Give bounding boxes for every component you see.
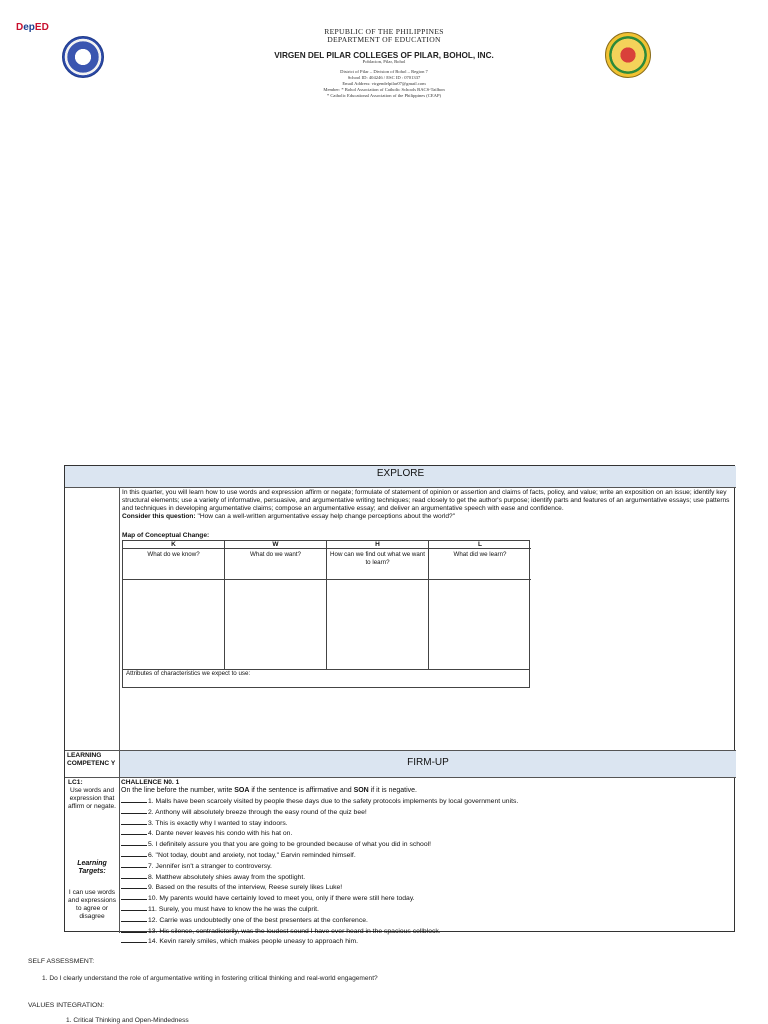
list-item	[121, 882, 731, 893]
list-item	[121, 839, 731, 850]
self-assessment-question: 1. Do I clearly understand the role of argumentative writing in fostering critical thinking and real-world engagement?	[42, 975, 378, 982]
list-item	[121, 850, 731, 861]
list-item	[121, 893, 731, 904]
header-ceap: * Catholic Educational Association of the Philippines (CEAP)	[326, 93, 442, 98]
header-address: Poblacion, Pilar, Bohol	[362, 59, 406, 64]
item-text: 5. I definitely assure you that you are going to be grounded because of what you did in school!	[148, 841, 432, 849]
divider	[65, 777, 736, 778]
item-text: 9. Based on the results of the interview, Reese surely likes Luke!	[148, 884, 343, 892]
instruction-text: On the line before the number, write	[121, 787, 235, 794]
answer-blank[interactable]	[121, 807, 147, 814]
divider	[119, 487, 120, 933]
answer-blank[interactable]	[121, 796, 147, 803]
item-text: 10. My parents would have certainly loved to meet you, only if there were still here today.	[148, 895, 415, 903]
answer-blank[interactable]	[121, 872, 147, 879]
explore-intro: In this quarter, you will learn how to use words and expression affirm or negate; formulate of statement of opinion or assertion and claims of facts, policy, and value; write an exposition on an issue; identify key structural elements; use a variety of informative, persuasive, and argumentative writing techniques; read closely to get the author's purpose; identify parts and features of an argumentative essays; use patterns and techniques in developing argumentative claims; compose an argumentative essay; and deliver an argumentative speech with ease and confidence.	[122, 489, 730, 512]
list-item	[121, 915, 731, 926]
lesson-table	[64, 465, 735, 946]
kwhl-column-l	[429, 541, 531, 669]
learning-targets-text: I can use words and expressions to agree or disagree	[67, 889, 117, 920]
school-seal-icon	[605, 32, 651, 78]
consider-label: Consider this question:	[122, 513, 196, 520]
item-text: 6. "Not today, doubt and anxiety, not today," Earvin reminded himself.	[148, 851, 356, 859]
kwhl-question: What do we want?	[250, 551, 301, 558]
list-item	[121, 796, 731, 807]
kwhl-question: What do we know?	[147, 551, 200, 558]
values-integration-heading: VALUES INTEGRATION:	[28, 1002, 105, 1009]
explore-band	[65, 466, 736, 487]
divider	[65, 487, 736, 488]
item-text: 1. Malls have been scarcely visited by people these days due to the safety protocols implements by local government units.	[148, 798, 519, 805]
explore-title: EXPLORE	[376, 468, 425, 479]
firmup-band	[120, 751, 736, 777]
divider	[123, 579, 531, 580]
header-district: District of Pilar – Division of Bohol – Region 7	[340, 69, 428, 74]
answer-blank[interactable]	[121, 861, 147, 868]
item-text: 8. Matthew absolutely shies away from the spotlight.	[148, 873, 306, 881]
answer-blank[interactable]	[121, 882, 147, 889]
deped-logo: DepED	[16, 22, 49, 33]
item-text: 2. Anthony will absolutely breeze through the easy round of the quiz bee!	[148, 808, 367, 816]
answer-blank[interactable]	[121, 936, 147, 943]
map-title: Map of Conceptual Change:	[122, 532, 210, 539]
list-item	[121, 818, 731, 829]
challenge-items	[121, 796, 731, 947]
header-department: DEPARTMENT OF EDUCATION	[327, 35, 441, 44]
lc-code: LC1:	[68, 779, 83, 786]
answer-blank[interactable]	[121, 828, 147, 835]
list-item	[121, 926, 731, 937]
list-item	[121, 936, 731, 947]
consider-question	[122, 513, 734, 521]
answer-blank[interactable]	[121, 839, 147, 846]
item-text: 3. This is exactly why I wanted to stay indoors.	[148, 819, 288, 827]
kwhl-letter: H	[327, 541, 428, 549]
learning-competency-header: LEARNING COMPETENC Y	[67, 752, 116, 767]
answer-blank[interactable]	[121, 850, 147, 857]
header-republic: REPUBLIC OF THE PHILIPPINES	[324, 27, 444, 36]
kwhl-letter: W	[225, 541, 326, 549]
kwhl-attributes: Attributes of characteristics we expect to use:	[126, 670, 251, 677]
kwhl-column-k	[123, 541, 225, 669]
values-item: 1. Critical Thinking and Open-Mindedness	[66, 1017, 189, 1024]
kwhl-chart	[122, 540, 530, 688]
header-member: Member: * Bohol Association of Catholic Schools BACS-Tailbon	[323, 87, 445, 92]
kwhl-letter: K	[123, 541, 224, 549]
item-text: 7. Jennifer isn't a stranger to controversy.	[148, 862, 272, 870]
instruction-text: if the sentence is affirmative and	[249, 787, 354, 794]
item-text: 4. Dante never leaves his condo with his hat on.	[148, 830, 293, 838]
deped-seal-icon	[62, 36, 104, 78]
answer-blank[interactable]	[121, 926, 147, 933]
header-email: Email Address: virgendelpilar07@gmail.com	[342, 81, 426, 86]
firmup-title: FIRM-UP	[407, 757, 449, 768]
list-item	[121, 861, 731, 872]
learning-targets-label: Learning Targets:	[77, 860, 107, 875]
lc-text: Use words and expression that affirm or negate.	[68, 787, 116, 810]
challenge-title: CHALLENCE N0. 1	[121, 779, 180, 786]
deped-logo-text: ep	[23, 22, 35, 33]
kwhl-question: What did we learn?	[453, 551, 507, 558]
kwhl-letter: L	[429, 541, 531, 549]
list-item	[121, 904, 731, 915]
self-assessment-heading: SELF ASSESSMENT:	[28, 958, 95, 965]
consider-text: "How can a well-written argumentative essay help change perceptions about the world?"	[195, 513, 456, 520]
instruction-soa: SOA	[234, 787, 250, 794]
answer-blank[interactable]	[121, 818, 147, 825]
list-item	[121, 872, 731, 883]
answer-blank[interactable]	[121, 915, 147, 922]
list-item	[121, 828, 731, 839]
answer-blank[interactable]	[121, 893, 147, 900]
header-school-name: VIRGEN DEL PILAR COLLEGES OF PILAR, BOHOL, INC.	[274, 51, 494, 60]
header-school-id: School ID: 404246 / ESC ID : 0701337	[347, 75, 421, 80]
challenge-instruction	[121, 787, 417, 795]
instruction-text: if it is negative.	[368, 787, 417, 794]
item-text: 11. Surely, you must have to know the he was the culprit.	[148, 905, 319, 913]
item-text: 13. His silence, contradictorily, was the loudest sound I have ever heard in the spacious cellblock.	[148, 927, 441, 935]
instruction-son: SON	[353, 787, 369, 794]
kwhl-question: How can we find out what we want to learn?	[330, 551, 425, 566]
answer-blank[interactable]	[121, 904, 147, 911]
kwhl-column-w	[225, 541, 327, 669]
item-text: 12. Carrie was undoubtedly one of the best presenters at the conference.	[148, 916, 368, 924]
item-text: 14. Kevin rarely smiles, which makes people uneasy to approach him.	[148, 938, 359, 946]
list-item	[121, 807, 731, 818]
kwhl-column-h	[327, 541, 429, 669]
